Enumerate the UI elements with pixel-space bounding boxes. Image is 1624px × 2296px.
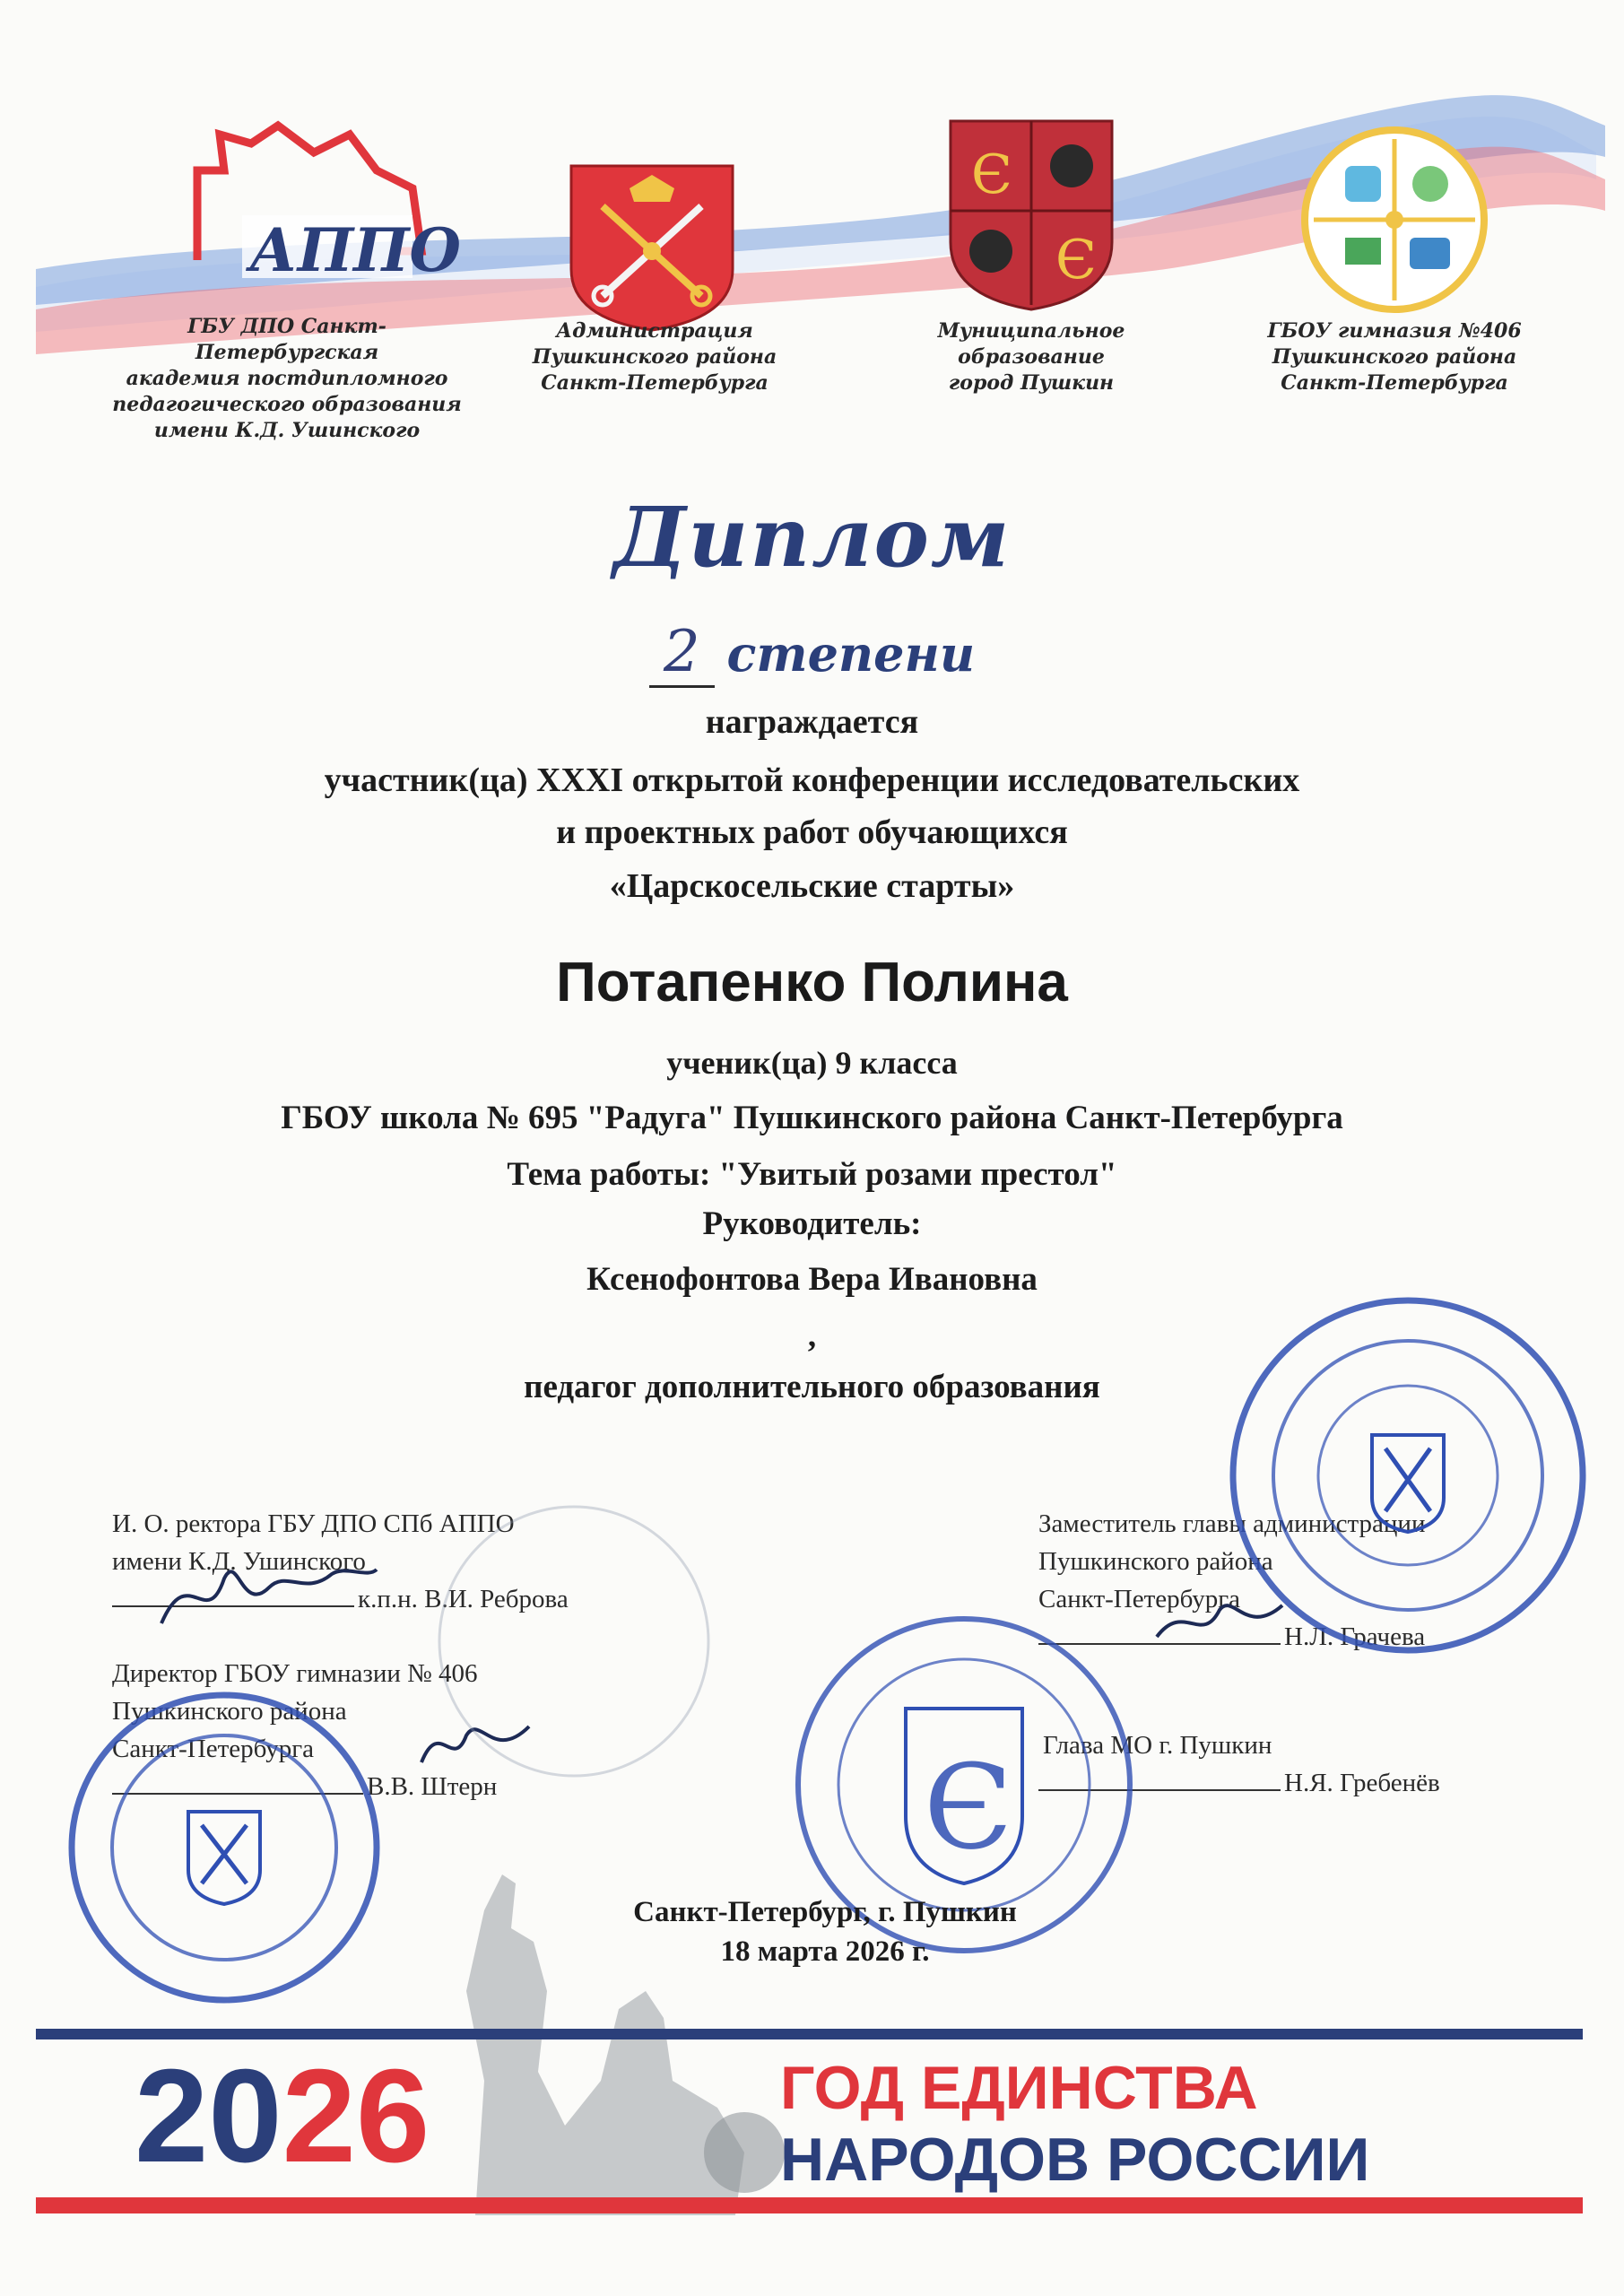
school-text: ГБОУ школа № 695 "Радуга" Пушкинского района Санкт-Петербурга xyxy=(281,1100,1343,1136)
year-part-1: 20 xyxy=(135,2042,282,2190)
signature-block-gymnasium: Директор ГБОУ гимназии № 406 Пушкинского района Санкт-Петербурга В.В. Штерн xyxy=(112,1659,498,1801)
event-line-1: участник(ца) XXXI открытой конференции исследовательских xyxy=(324,761,1300,799)
gymnasium-signer-name: В.В. Штерн xyxy=(367,1772,498,1801)
pushkin-coat-of-arms-icon xyxy=(946,117,1116,318)
spb-admin-caption: Администрация Пушкинского района Санкт-Петербурга xyxy=(532,319,777,395)
footer-slogan xyxy=(780,2052,1369,2196)
appo-logo xyxy=(179,117,461,296)
svg-text:Є: Є xyxy=(971,144,1012,206)
degree-word: степени xyxy=(726,625,976,683)
gymnasium-406-caption: ГБОУ гимназия №406 Пушкинского района Санкт-Петербурга xyxy=(1267,319,1522,395)
slogan-line-1: ГОД ЕДИНСТВА xyxy=(780,2054,1258,2122)
svg-text:Є: Є xyxy=(1055,229,1097,291)
footer-bottom-stripe xyxy=(36,2197,1583,2213)
supervisor-position: педагог дополнительного образования xyxy=(524,1369,1100,1405)
degree-number: 2 xyxy=(649,619,715,688)
awarded-text: награждается xyxy=(705,703,919,741)
pushkin-mo-caption: Муниципальное образование город Пушкин xyxy=(937,319,1125,395)
signature-block-admin: Заместитель главы администрации Пушкинского района Санкт-Петербурга Н.Л. Грачева xyxy=(1038,1509,1426,1651)
footer-top-stripe xyxy=(36,2029,1583,2039)
event-line-2: и проектных работ обучающихся xyxy=(556,813,1068,851)
topic-text: Тема работы: "Увитый розами престол" xyxy=(507,1156,1117,1193)
mo-signer-name: Н.Я. Гребенёв xyxy=(1284,1769,1440,1797)
appo-signer-name: к.п.н. В.И. Реброва xyxy=(358,1585,569,1613)
svg-text:Є: Є xyxy=(924,1739,1013,1875)
place-text: Санкт-Петербург, г. Пушкин xyxy=(633,1896,1017,1928)
supervisor-name: Ксенофонтова Вера Ивановна xyxy=(586,1261,1038,1298)
grade-text: ученик(ца) 9 класса xyxy=(666,1045,958,1081)
handwritten-signature-1 xyxy=(152,1543,386,1641)
year-part-2: 26 xyxy=(282,2042,430,2190)
appo-mark: АППО xyxy=(249,215,461,285)
slogan-line-2: НАРОДОВ РОССИИ xyxy=(780,2126,1370,2194)
event-line-3: «Царскосельские старты» xyxy=(609,867,1015,905)
appo-caption: ГБУ ДПО Санкт-Петербургская академия постдипломного педагогического образования имени К.Д. Ушинского xyxy=(112,315,462,442)
gymnasium-406-logo-icon xyxy=(1300,126,1489,318)
diploma-title: Диплом xyxy=(612,489,1012,586)
footer-year xyxy=(135,2040,430,2193)
stamp-education-committee-icon xyxy=(63,1686,386,2009)
signature-block-mo: Глава МО г. Пушкин Н.Я. Гребенёв xyxy=(1038,1726,1440,1802)
signature-block-appo: И. О. ректора ГБУ ДПО СПб АППО имени К.Д. Ушинского к.п.н. В.И. Реброва xyxy=(112,1509,569,1613)
stamp-administration-icon xyxy=(1224,1292,1592,1659)
supervisor-label: Руководитель: xyxy=(702,1205,922,1242)
admin-signer-name: Н.Л. Грачева xyxy=(1284,1622,1426,1651)
spb-coat-of-arms-icon xyxy=(567,161,737,336)
faint-stamp-icon xyxy=(421,1489,726,1794)
diploma-degree xyxy=(0,619,1624,688)
supervisor-comma: , xyxy=(807,1318,817,1354)
date-text: 18 марта 2026 г. xyxy=(720,1935,930,1968)
recipient-name: Потапенко Полина xyxy=(556,952,1068,1013)
